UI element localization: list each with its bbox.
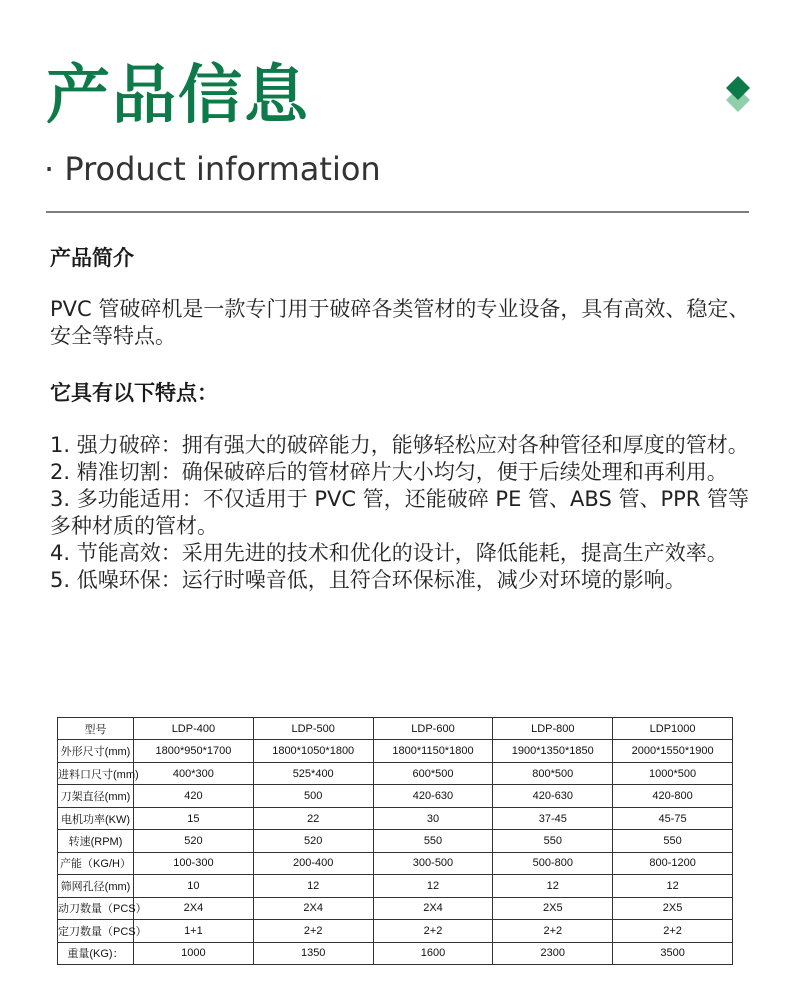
spec-row	[58, 807, 733, 829]
spec-row	[58, 897, 733, 919]
spec-value-cell: 1350	[253, 942, 373, 964]
spec-value-cell: 22	[253, 807, 373, 829]
spec-value-cell: 2300	[493, 942, 613, 964]
features-list	[50, 432, 750, 594]
section-divider	[46, 211, 749, 213]
spec-value-cell: 2X4	[253, 897, 373, 919]
spec-label-cell: 产能（KG/H）	[58, 852, 134, 874]
intro-text: PVC 管破碎机是一款专门用于破碎各类管材的专业设备，具有高效、稳定、安全等特点。	[50, 297, 750, 348]
spec-value-cell: 525*400	[253, 762, 373, 784]
spec-label-cell: 重量(KG)：	[58, 942, 134, 964]
spec-value-cell: 420-630	[493, 785, 613, 807]
spec-value-cell: 500-800	[493, 852, 613, 874]
spec-label-cell: 动刀数量（PCS）	[58, 897, 134, 919]
spec-row	[58, 785, 733, 807]
feature-item: 5. 低噪环保：运行时噪音低，且符合环保标准，减少对环境的影响。	[50, 568, 686, 592]
spec-value-cell: 1800*950*1700	[134, 740, 254, 762]
spec-value-cell: 550	[613, 830, 733, 852]
spec-header-cell: LDP-500	[253, 718, 373, 740]
spec-value-cell: 30	[373, 807, 493, 829]
spec-row	[58, 852, 733, 874]
spec-label-cell: 电机功率(KW)	[58, 807, 134, 829]
spec-value-cell: 3500	[613, 942, 733, 964]
spec-value-cell: 15	[134, 807, 254, 829]
spec-value-cell: 550	[373, 830, 493, 852]
spec-value-cell: 37-45	[493, 807, 613, 829]
spec-row	[58, 875, 733, 897]
spec-value-cell: 2+2	[253, 920, 373, 942]
spec-value-cell: 2000*1550*1900	[613, 740, 733, 762]
spec-value-cell: 45-75	[613, 807, 733, 829]
spec-value-cell: 1800*1050*1800	[253, 740, 373, 762]
spec-header-cell: LDP1000	[613, 718, 733, 740]
spec-label-cell: 筛网孔径(mm)	[58, 875, 134, 897]
spec-header-cell: 型号	[58, 718, 134, 740]
spec-label-cell: 刀架直径(mm)	[58, 785, 134, 807]
spec-value-cell: 420-800	[613, 785, 733, 807]
spec-value-cell: 1000*500	[613, 762, 733, 784]
spec-value-cell: 420-630	[373, 785, 493, 807]
spec-value-cell: 550	[493, 830, 613, 852]
spec-row	[58, 920, 733, 942]
spec-value-cell: 2+2	[373, 920, 493, 942]
spec-value-cell: 100-300	[134, 852, 254, 874]
spec-value-cell: 420	[134, 785, 254, 807]
spec-value-cell: 12	[613, 875, 733, 897]
feature-item: 2. 精准切割：确保破碎后的管材碎片大小均匀，便于后续处理和再利用。	[50, 460, 728, 484]
spec-value-cell: 300-500	[373, 852, 493, 874]
spec-row	[58, 942, 733, 964]
spec-label-cell: 定刀数量（PCS）	[58, 920, 134, 942]
spec-label-cell: 外形尺寸(mm)	[58, 740, 134, 762]
page-title-cn: 产品信息	[46, 59, 310, 133]
spec-table-body	[58, 718, 733, 965]
spec-header-cell: LDP-800	[493, 718, 613, 740]
spec-header-cell: LDP-400	[134, 718, 254, 740]
spec-value-cell: 1+1	[134, 920, 254, 942]
spec-value-cell: 12	[253, 875, 373, 897]
intro-heading: 产品简介	[50, 246, 134, 270]
spec-value-cell: 520	[134, 830, 254, 852]
spec-value-cell: 500	[253, 785, 373, 807]
spec-value-cell: 200-400	[253, 852, 373, 874]
spec-value-cell: 12	[493, 875, 613, 897]
spec-value-cell: 2X4	[373, 897, 493, 919]
spec-value-cell: 520	[253, 830, 373, 852]
feature-item: 3. 多功能适用：不仅适用于 PVC 管，还能破碎 PE 管、ABS 管、PPR 管等多种材质的管材。	[50, 487, 750, 538]
spec-table	[57, 717, 733, 965]
spec-value-cell: 2+2	[493, 920, 613, 942]
spec-row	[58, 830, 733, 852]
spec-row	[58, 740, 733, 762]
spec-value-cell: 1600	[373, 942, 493, 964]
spec-label-cell: 转速(RPM)	[58, 830, 134, 852]
spec-label-cell: 进料口尺寸(mm)	[58, 762, 134, 784]
spec-header-cell: LDP-600	[373, 718, 493, 740]
spec-header-row	[58, 718, 733, 740]
spec-value-cell: 1000	[134, 942, 254, 964]
spec-value-cell: 2X4	[134, 897, 254, 919]
page-title-en: · Product information	[44, 150, 381, 188]
feature-item: 4. 节能高效：采用先进的技术和优化的设计，降低能耗，提高生产效率。	[50, 541, 728, 565]
spec-value-cell: 2X5	[493, 897, 613, 919]
spec-value-cell: 1900*1350*1850	[493, 740, 613, 762]
spec-value-cell: 2X5	[613, 897, 733, 919]
features-heading: 它具有以下特点：	[50, 381, 218, 405]
spec-value-cell: 400*300	[134, 762, 254, 784]
spec-value-cell: 1800*1150*1800	[373, 740, 493, 762]
spec-value-cell: 2+2	[613, 920, 733, 942]
feature-item: 1. 强力破碎：拥有强大的破碎能力，能够轻松应对各种管径和厚度的管材。	[50, 433, 749, 457]
spec-value-cell: 600*500	[373, 762, 493, 784]
spec-value-cell: 800-1200	[613, 852, 733, 874]
spec-value-cell: 12	[373, 875, 493, 897]
stacked-diamond-logo-icon	[723, 76, 753, 112]
spec-row	[58, 762, 733, 784]
spec-value-cell: 10	[134, 875, 254, 897]
spec-value-cell: 800*500	[493, 762, 613, 784]
